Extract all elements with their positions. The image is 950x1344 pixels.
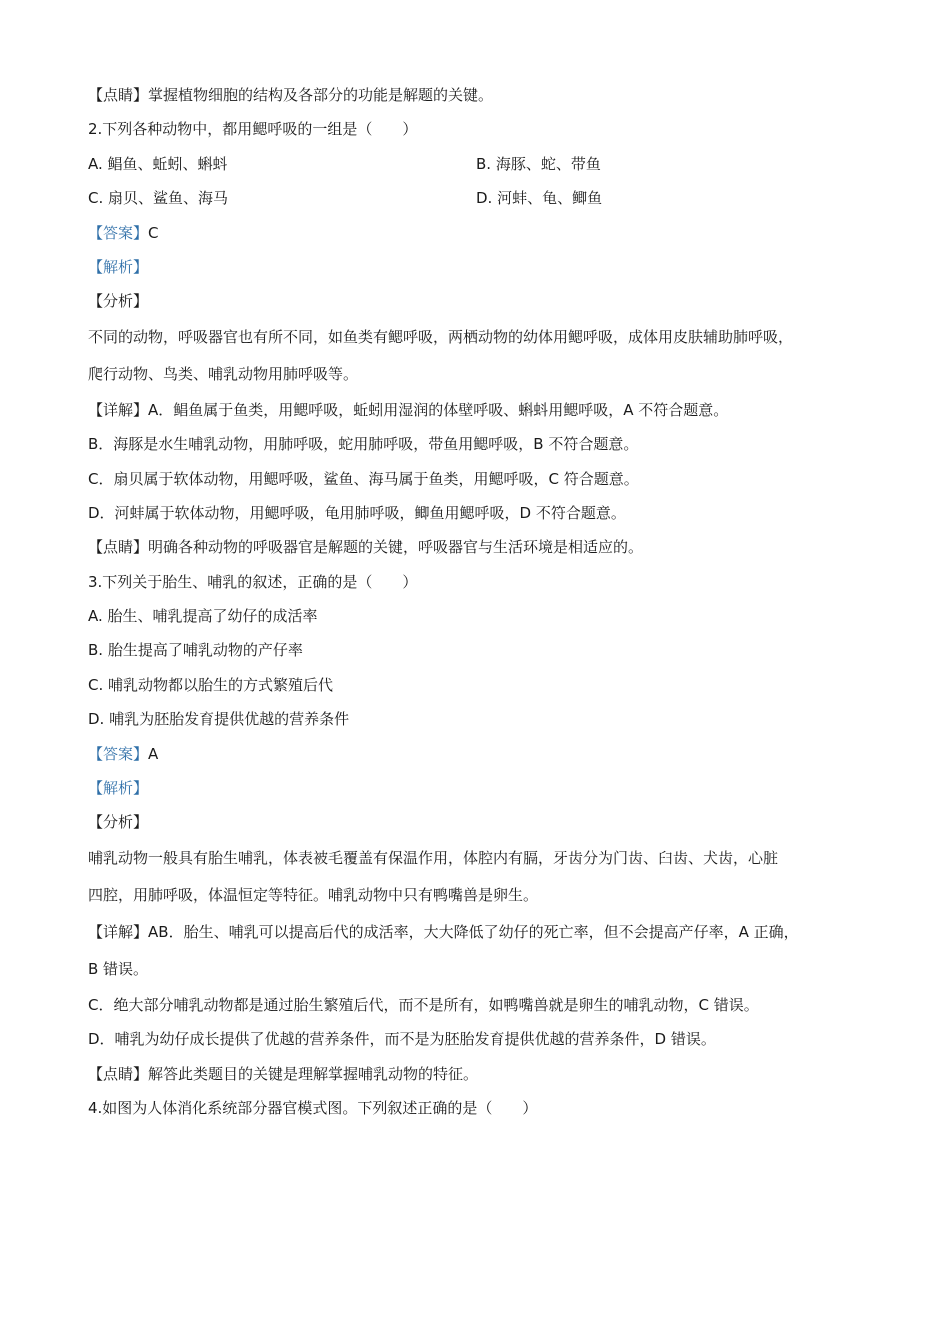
- q2-xiangjie-b: B．海豚是水生哺乳动物，用肺呼吸，蛇用肺呼吸，带鱼用鳃呼吸，B 不符合题意。: [88, 435, 639, 454]
- q3-option-d: D. 哺乳为胚胎发育提供优越的营养条件: [88, 710, 350, 729]
- q2-options-row-1: [88, 147, 888, 181]
- q2-fenxi-tag: 【分析】: [88, 292, 149, 311]
- xiangjie-text: AB．胎生、哺乳可以提高后代的成活率，大大降低了幼仔的死亡率，但不会提高产仔率，A 正确，: [148, 922, 799, 941]
- q2-option-c: C. 扇贝、鲨鱼、海马: [88, 189, 229, 208]
- q2-answer: [88, 216, 888, 250]
- xiangjie-tag: 【详解】: [88, 400, 149, 419]
- q2-xiangjie-d: D．河蚌属于软体动物，用鳃呼吸，龟用肺呼吸，鲫鱼用鳃呼吸，D 不符合题意。: [88, 503, 626, 522]
- q2-fenxi-line-1: 不同的动物，呼吸器官也有所不同，如鱼类有鳃呼吸，两栖动物的幼体用鳃呼吸，成体用皮肤辅助肺呼吸，: [88, 327, 794, 346]
- q3-fenxi-line-2: 四腔，用肺呼吸，体温恒定等特征。哺乳动物中只有鸭嘴兽是卵生。: [88, 885, 539, 904]
- q3-option-b: B. 胎生提高了哺乳动物的产仔率: [88, 641, 303, 660]
- q3-xiangjie-c: C．绝大部分哺乳动物都是通过胎生繁殖后代，而不是所有，如鸭嘴兽就是卵生的哺乳动物，C 错误。: [88, 995, 759, 1014]
- q2-option-d: D. 河蚌、龟、鲫鱼: [476, 189, 603, 208]
- q2-xiangjie-a: [88, 393, 888, 427]
- q3-stem: 3.下列关于胎生、哺乳的叙述，正确的是（ ）: [88, 572, 418, 591]
- q2-jiexi-tag: 【解析】: [88, 257, 149, 276]
- q2-option-a: A. 鲳鱼、蚯蚓、蝌蚪: [88, 154, 228, 173]
- q4-stem: 4.如图为人体消化系统部分器官模式图。下列叙述正确的是（ ）: [88, 1098, 538, 1117]
- q3-dianjing: [88, 1057, 888, 1091]
- document-page: [88, 78, 888, 1125]
- answer-tag: 【答案】: [88, 744, 149, 763]
- q3-xiangjie-d: D．哺乳为幼仔成长提供了优越的营养条件，而不是为胚胎发育提供优越的营养条件，D 错误。: [88, 1030, 716, 1049]
- q3-jiexi-tag: 【解析】: [88, 779, 149, 798]
- dianjing-text: 明确各种动物的呼吸器官是解题的关键，呼吸器官与生活环境是相适应的。: [148, 538, 644, 557]
- q3-fenxi-tag: 【分析】: [88, 813, 149, 832]
- xiangjie-tag: 【详解】: [88, 922, 149, 941]
- dianjing-tag: 【点睛】: [88, 1064, 149, 1083]
- answer-value: C: [148, 223, 159, 242]
- dianjing-tag: 【点睛】: [88, 86, 149, 104]
- q2-options-row-2: [88, 181, 888, 215]
- q3-xiangjie-ab-line-1: [88, 914, 888, 951]
- answer-value: A: [148, 744, 159, 763]
- q3-answer: [88, 737, 888, 771]
- xiangjie-text: A．鲳鱼属于鱼类，用鳃呼吸，蚯蚓用湿润的体壁呼吸、蝌蚪用鳃呼吸，A 不符合题意。: [148, 400, 729, 419]
- dianjing-text: 解答此类题目的关键是理解掌握哺乳动物的特征。: [148, 1064, 479, 1083]
- dianjing-text: 掌握植物细胞的结构及各部分的功能是解题的关键。: [148, 86, 494, 104]
- q2-stem: 2.下列各种动物中，都用鳃呼吸的一组是（ ）: [88, 120, 418, 139]
- q3-option-c: C. 哺乳动物都以胎生的方式繁殖后代: [88, 675, 334, 694]
- q2-dianjing: [88, 530, 888, 564]
- q2-option-b: B. 海豚、蛇、带鱼: [476, 154, 601, 173]
- answer-tag: 【答案】: [88, 223, 149, 242]
- dianjing-tag: 【点睛】: [88, 538, 149, 557]
- q3-fenxi-line-1: 哺乳动物一般具有胎生哺乳，体表被毛覆盖有保温作用，体腔内有膈，牙齿分为门齿、臼齿、犬齿，心脏: [88, 848, 779, 867]
- q3-option-a: A. 胎生、哺乳提高了幼仔的成活率: [88, 607, 318, 626]
- q2-fenxi-line-2: 爬行动物、鸟类、哺乳动物用肺呼吸等。: [88, 364, 359, 383]
- q3-xiangjie-ab-line-2: B 错误。: [88, 959, 149, 978]
- q2-xiangjie-c: C．扇贝属于软体动物，用鳃呼吸，鲨鱼、海马属于鱼类，用鳃呼吸，C 符合题意。: [88, 469, 639, 488]
- q1-dianjing: [88, 78, 888, 112]
